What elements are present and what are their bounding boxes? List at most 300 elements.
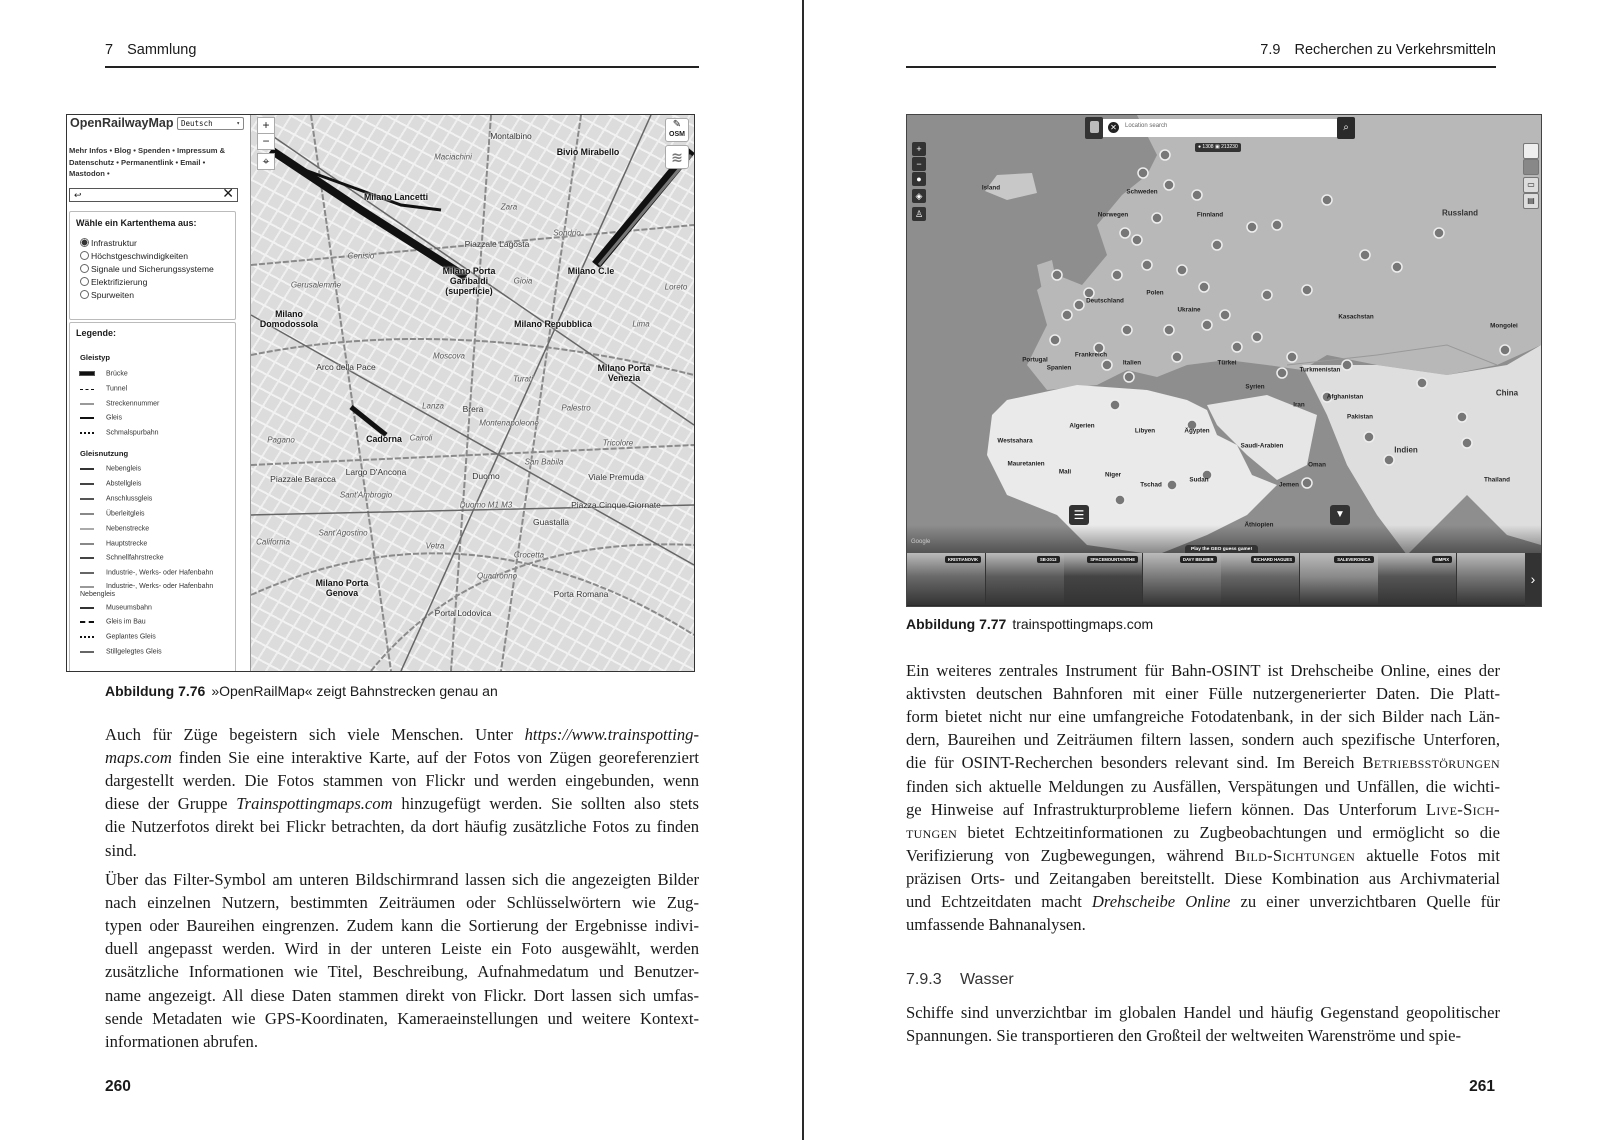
menu-icon: ☰ xyxy=(1073,508,1085,522)
user-icon: ● xyxy=(1198,144,1202,150)
country-label: Ukraine xyxy=(1177,306,1201,314)
country-label: China xyxy=(1495,388,1519,398)
trainspottingmaps-screenshot xyxy=(906,114,1542,607)
photo-cluster-marker[interactable] xyxy=(1252,332,1262,342)
metro-station-label: Zara xyxy=(500,202,518,212)
theme-heading: Wähle ein Kartenthema aus: xyxy=(76,218,197,228)
orm-search-input[interactable] xyxy=(69,185,238,202)
streetview-button[interactable] xyxy=(912,207,926,221)
legend-label: Anschlussgleis xyxy=(106,495,153,503)
theme-radio-spurweiten[interactable] xyxy=(80,290,134,300)
stats-photos: 213230 xyxy=(1221,144,1238,150)
text-segment: dargestellt werden. Die Fotos stammen von Flickr und werden eingebunden, wenn xyxy=(105,771,699,791)
legend-label: Abstellgleis xyxy=(106,480,142,488)
text-line xyxy=(105,1007,699,1030)
metro-station-label: Montenapoleone xyxy=(479,418,539,428)
metro-station-label: Vetra xyxy=(425,541,445,551)
place-label: Guastalla xyxy=(533,517,569,527)
rail-line xyxy=(251,445,694,465)
text-segment: Ein weiteres zentrales Instrument für Bahn-OSINT ist Drehscheibe Online, eines der xyxy=(906,661,1500,680)
close-icon[interactable]: ✕ xyxy=(222,185,234,201)
legend-item xyxy=(80,400,159,407)
search-value: ↩ xyxy=(74,190,82,200)
figure-caption-777 xyxy=(906,616,1153,632)
photo-cluster-marker[interactable] xyxy=(1052,270,1062,280)
photo-cluster-marker[interactable] xyxy=(1212,240,1222,250)
osm-badge: OSM xyxy=(669,131,685,138)
filter-button[interactable] xyxy=(1330,505,1350,525)
image-icon: ▭ xyxy=(1527,180,1535,189)
legend-label: Schmalspurbahn xyxy=(106,429,159,437)
text-segment-smallcaps: Live-Sich- xyxy=(1425,799,1500,819)
theme-radio-infrastruktur[interactable] xyxy=(80,238,137,248)
photo-cluster-marker[interactable] xyxy=(1192,190,1202,200)
text-line xyxy=(906,913,1500,936)
photo-cluster-marker[interactable] xyxy=(1124,372,1134,382)
metro-station-label: Maciachini xyxy=(434,152,472,162)
photographer-tag: RICHARD HAGUES xyxy=(1251,556,1295,563)
photo-cluster-marker[interactable] xyxy=(1384,455,1394,465)
section-heading-wasser xyxy=(906,971,1014,989)
legend-symbol-icon xyxy=(80,495,94,502)
photo-thumbnail[interactable] xyxy=(1221,553,1301,605)
country-label: Kasachstan xyxy=(1338,313,1374,321)
photo-cluster-marker[interactable] xyxy=(1164,325,1174,335)
text-segment: form bietet nicht nur eine umfangreiche Fotodatenbank, in der sich Bilder nach Län- xyxy=(906,707,1500,727)
photo-cluster-marker[interactable] xyxy=(1302,285,1312,295)
legend-label: Tunnel xyxy=(106,385,128,393)
photo-thumbnail[interactable] xyxy=(907,553,987,605)
photographer-tag: MMPIX xyxy=(1432,556,1452,563)
filter-icon: ▼ xyxy=(1335,509,1345,520)
metro-station-label: Turati xyxy=(513,374,533,384)
text-segment: umfassende Bahnanalysen. xyxy=(906,915,1086,935)
theme-label: Infrastruktur xyxy=(91,238,137,248)
google-logo: Google xyxy=(911,539,931,545)
country-label: Frankreich xyxy=(1074,351,1108,359)
legend-panel xyxy=(69,322,236,672)
radio-selected-icon xyxy=(80,238,89,247)
orm-sidebar xyxy=(67,115,251,671)
place-label: Brera xyxy=(462,404,484,414)
photo-thumbnail[interactable] xyxy=(1300,553,1380,605)
photo-cluster-marker[interactable] xyxy=(1272,220,1282,230)
photographer-tag: SPACEMOUNTAINTHE xyxy=(1087,556,1138,563)
theme-radio-elektrifizierung[interactable] xyxy=(80,277,147,287)
photo-cluster-marker[interactable] xyxy=(1500,345,1510,355)
text-segment: duell angepasst werden. Wird in der unteren Leiste ein Foto ausgewählt, werden xyxy=(105,939,699,959)
theme-label: Elektrifizierung xyxy=(91,277,148,287)
theme-panel xyxy=(69,211,236,320)
legend-label: Gleis im Bau xyxy=(106,618,146,626)
stats-users: 1308 xyxy=(1202,144,1214,150)
legend-symbol-icon xyxy=(80,429,94,436)
metro-station-label: Palestro xyxy=(561,403,591,413)
legend-heading: Legende: xyxy=(76,328,117,338)
photo-cluster-marker[interactable] xyxy=(1142,260,1152,270)
legend-label: Schnellfahrstrecke xyxy=(106,554,164,562)
photo-cluster-marker[interactable] xyxy=(1160,150,1170,160)
photo-cluster-marker[interactable] xyxy=(1120,228,1130,238)
legend-symbol-icon xyxy=(80,480,94,487)
country-label: Algerien xyxy=(1069,422,1095,430)
photo-cluster-marker[interactable] xyxy=(1287,352,1297,362)
photo-cluster-marker[interactable] xyxy=(1074,300,1084,310)
text-line xyxy=(906,751,1500,774)
map-type-button[interactable] xyxy=(1523,143,1539,159)
country-label: Norwegen xyxy=(1097,211,1129,219)
photo-cluster-marker[interactable] xyxy=(1132,235,1142,245)
text-segment-italic: maps.com xyxy=(105,748,172,768)
country-label: Pakistan xyxy=(1347,413,1373,421)
text-line xyxy=(906,844,1500,867)
photo-cluster-marker[interactable] xyxy=(1322,195,1332,205)
text-line xyxy=(906,821,1500,844)
osm-button[interactable] xyxy=(665,118,689,142)
pegman-icon: ♙ xyxy=(914,209,924,219)
rail-yard-lancetti xyxy=(291,165,441,210)
text-segment: Spannungen. Sie transportieren den Großteil der weltweiten Warenströme und spie- xyxy=(906,1026,1462,1046)
caption-text: »OpenRailMap« zeigt Bahnstrecken genau an xyxy=(211,683,498,699)
text-segment: finden Sie eine interaktive Karte, auf der Fotos von Zügen georeferenziert xyxy=(171,748,699,768)
search-button[interactable] xyxy=(1337,117,1355,139)
station-label: Milano Porta Venezia xyxy=(597,363,651,383)
legend-item xyxy=(80,618,146,625)
photographer-tag: SALEVERONICA xyxy=(1334,556,1373,563)
location-search-input[interactable] xyxy=(1103,119,1337,137)
clear-icon[interactable]: ✕ xyxy=(1108,122,1119,133)
language-select-value: Deutsch xyxy=(181,119,213,128)
theme-radio-hoechstgeschwindigkeiten[interactable] xyxy=(80,251,188,261)
text-segment-smallcaps: Bild-Sichtungen xyxy=(1234,845,1356,865)
text-segment: Auch für Züge begeistern sich viele Menschen. Unter xyxy=(105,725,525,744)
theme-label: Spurweiten xyxy=(91,290,134,300)
place-label: Largo D'Ancona xyxy=(345,467,407,477)
caption-label: Abbildung 7.76 xyxy=(105,683,206,699)
text-line xyxy=(105,839,699,862)
photo-cluster-marker[interactable] xyxy=(1364,432,1374,442)
station-label: Milano Domodossola xyxy=(259,309,319,329)
locate-icon: ◈ xyxy=(915,191,923,201)
openrailwaymap-screenshot xyxy=(66,114,695,672)
photo-strip[interactable] xyxy=(907,553,1541,606)
text-segment: finden sich aktuelle Meldungen zu Ausfällen, Verspätungen und Unfällen, die wichti- xyxy=(906,776,1500,796)
legend-label: Nebengleis xyxy=(106,465,142,473)
photo-cluster-marker[interactable] xyxy=(1167,480,1177,490)
country-label: Türkei xyxy=(1217,359,1237,367)
stats-badge xyxy=(1195,143,1241,152)
text-line xyxy=(105,1030,699,1053)
country-label: Tschad xyxy=(1140,481,1162,489)
metro-station-label: Tricolore xyxy=(602,438,634,448)
place-label: Viale Premuda xyxy=(588,472,644,482)
metro-station-label: California xyxy=(256,537,290,547)
radio-icon xyxy=(80,277,89,286)
text-line xyxy=(906,798,1500,821)
metro-station-label: Pagano xyxy=(267,435,295,445)
photo-cluster-marker[interactable] xyxy=(1434,228,1444,238)
photo-cluster-marker[interactable] xyxy=(1247,222,1257,232)
chapter-number: 7 xyxy=(105,42,114,58)
next-photos-button[interactable] xyxy=(1525,553,1541,606)
text-line xyxy=(906,867,1500,890)
image-button[interactable] xyxy=(1523,177,1539,193)
photo-cluster-marker[interactable] xyxy=(1112,270,1122,280)
orm-links[interactable]: Mehr Infos • Blog • Spenden • Impressum & Datenschutz • Permanentlink • Email • Mastodon • xyxy=(69,146,226,178)
photo-cluster-marker[interactable] xyxy=(1360,250,1370,260)
legend-item xyxy=(80,525,149,532)
text-segment-italic: https://www.trainspotting- xyxy=(524,725,699,744)
photo-cluster-marker[interactable] xyxy=(1084,288,1094,298)
country-label: Spanien xyxy=(1046,364,1072,372)
metro-station-label: Crocetta xyxy=(513,550,545,560)
photo-cluster-marker[interactable] xyxy=(1110,400,1120,410)
train-logo-button[interactable] xyxy=(1085,117,1103,139)
satellite-button[interactable] xyxy=(1523,159,1539,175)
text-line xyxy=(105,984,699,1007)
metro-station-label: Sondrio xyxy=(553,228,581,238)
text-line xyxy=(105,868,699,891)
locate-button[interactable] xyxy=(912,189,926,203)
country-label: Sudan xyxy=(1189,476,1209,484)
zoom-out-button[interactable]: − xyxy=(257,133,275,150)
text-segment: typen oder Baureihen eingrenzen. Zudem kann die Sortierung der Ergebnisse indivi- xyxy=(105,916,699,936)
country-label: Mali xyxy=(1058,468,1072,476)
text-line xyxy=(105,723,699,746)
station-label: Milano Porta Garibaldi (superficie) xyxy=(442,266,496,296)
chevron-right-icon: › xyxy=(1530,571,1536,587)
text-line xyxy=(105,769,699,792)
legend-item xyxy=(80,429,159,436)
legend-symbol-icon xyxy=(80,540,94,547)
text-line xyxy=(105,746,699,769)
place-label: Porta Romana xyxy=(553,589,609,599)
metro-station-label: Moscova xyxy=(432,351,466,361)
header-rule xyxy=(105,66,699,68)
radio-icon xyxy=(80,290,89,299)
country-label: Italien xyxy=(1122,359,1142,367)
legend-symbol-icon xyxy=(80,414,94,421)
metro-station-label: Lanza xyxy=(422,401,444,411)
photo-thumbnail[interactable] xyxy=(1143,553,1223,605)
legend-symbol-icon xyxy=(80,385,94,392)
country-label: Schweden xyxy=(1126,188,1158,196)
photo-thumbnail[interactable] xyxy=(1064,553,1144,605)
country-label: Afghanistan xyxy=(1326,393,1364,401)
photo-cluster-marker[interactable] xyxy=(1102,360,1112,370)
photo-cluster-marker[interactable] xyxy=(1152,213,1162,223)
country-label: Ägypten xyxy=(1184,427,1210,435)
photo-cluster-marker[interactable] xyxy=(1172,352,1182,362)
text-segment-italic: Drehscheibe Online xyxy=(1091,892,1231,911)
photo-cluster-marker[interactable] xyxy=(1177,265,1187,275)
globe-button[interactable] xyxy=(912,172,926,186)
legend-item xyxy=(80,554,164,561)
search-placeholder: Location search xyxy=(1125,123,1168,129)
crosshair-icon: ⌖ xyxy=(262,154,270,168)
text-line xyxy=(906,890,1500,913)
legend-symbol-icon xyxy=(80,554,94,561)
legend-symbol-icon xyxy=(80,370,94,377)
text-segment: Verifizierung von Zugbewegungen, während xyxy=(906,845,1235,865)
text-segment: aktivsten deutschen Bahnforen mit einer Fülle nutzergenerierter Daten. Die Platt- xyxy=(906,684,1500,704)
text-line xyxy=(105,891,699,914)
legend-label: Geplantes Gleis xyxy=(106,633,156,641)
metro-station-label: San Babila xyxy=(524,457,564,467)
legend-item xyxy=(80,370,128,377)
legend-item xyxy=(80,465,141,472)
text-line xyxy=(105,792,699,815)
legend-label: Überleitgleis xyxy=(106,510,145,518)
book-gutter xyxy=(802,0,804,1140)
page-number-left: 260 xyxy=(105,1078,131,1095)
running-header-right xyxy=(1260,42,1496,58)
theme-radio-signale[interactable] xyxy=(80,264,214,274)
orm-app-title: OpenRailwayMap xyxy=(70,116,174,130)
metro-station-label: Lima xyxy=(632,319,650,329)
country-label: Westsahara xyxy=(997,437,1033,445)
station-label: Milano Repubblica xyxy=(514,319,592,329)
photo-cluster-marker[interactable] xyxy=(1277,368,1287,378)
legend-item xyxy=(80,495,152,502)
train-icon xyxy=(1090,121,1099,133)
caption-text: trainspottingmaps.com xyxy=(1012,616,1154,632)
photo-cluster-marker[interactable] xyxy=(1138,168,1148,178)
menu-button[interactable] xyxy=(1069,505,1089,525)
globe-icon: ● xyxy=(916,174,922,184)
metro-station-label: Gioia xyxy=(513,276,533,286)
map-zoom-out-button[interactable]: − xyxy=(912,157,926,171)
text-segment: nach einzelnen Nutzern, bestimmten Zeiträumen oder Schlüsselwörtern wie Zug- xyxy=(105,893,699,913)
text-segment: und Echtzeitdaten macht xyxy=(906,892,1092,911)
legend-label: Brücke xyxy=(106,370,128,378)
photo-cluster-marker[interactable] xyxy=(1342,360,1352,370)
legend-item xyxy=(80,648,162,655)
photo-cluster-marker[interactable] xyxy=(1462,438,1472,448)
place-label: Montalbino xyxy=(490,131,532,141)
legend-label: Museumsbahn xyxy=(106,604,152,612)
text-line xyxy=(906,1001,1500,1024)
osm-icon: ✎ xyxy=(672,119,682,130)
photo-thumbnail[interactable] xyxy=(1378,553,1458,605)
theme-label: Höchstgeschwindigkeiten xyxy=(91,251,188,261)
photo-cluster-marker[interactable] xyxy=(1115,495,1125,505)
theme-label: Signale und Sicherungssysteme xyxy=(91,264,214,274)
layers-button[interactable] xyxy=(665,145,689,169)
country-label: Portugal xyxy=(1022,356,1048,364)
header-rule xyxy=(906,66,1496,68)
legend-label: Nebenstrecke xyxy=(106,525,150,533)
station-label: Milano Lancetti xyxy=(363,192,429,202)
legend-item xyxy=(80,510,145,517)
legend-symbol-icon xyxy=(80,510,94,517)
figure-caption-776 xyxy=(105,683,498,699)
legend-label: Gleis xyxy=(106,414,122,422)
legend-item xyxy=(80,569,213,576)
metro-station-label: Loreto xyxy=(664,282,688,292)
running-header-left xyxy=(105,42,196,58)
radio-icon xyxy=(80,251,89,260)
text-segment: zu einer unverzichtbaren Quelle für xyxy=(1230,892,1500,911)
legend-symbol-icon xyxy=(80,569,94,576)
country-label: Indien xyxy=(1394,445,1418,455)
photo-cluster-marker[interactable] xyxy=(1122,325,1132,335)
legend-symbol-icon xyxy=(80,648,94,655)
photo-cluster-marker[interactable] xyxy=(1220,310,1230,320)
text-segment: die Nutzerfotos direkt bei Flickr betrachten, da dort häufig zusätzliche Fotos zu finden xyxy=(105,817,699,837)
photo-thumbnail[interactable] xyxy=(986,553,1066,605)
legend-label: Industrie-, Werks- oder Hafenbahn Nebengleis xyxy=(80,583,214,598)
language-select[interactable] xyxy=(177,117,244,130)
text-segment: die für OSINT-Recherchen besonders relevant sind. Im Bereich xyxy=(906,753,1363,773)
document-icon: ▤ xyxy=(1527,196,1535,205)
place-label: Arco della Pace xyxy=(316,362,376,372)
station-label: Cadorna xyxy=(366,434,402,444)
photo-icon: ▣ xyxy=(1214,144,1220,150)
photo-cluster-marker[interactable] xyxy=(1050,335,1060,345)
zoom-in-button[interactable]: + xyxy=(257,117,275,134)
metro-station-label: Cairoli xyxy=(409,433,433,443)
country-label: Syrien xyxy=(1245,383,1265,391)
map-zoom-in-button[interactable]: + xyxy=(912,142,926,156)
country-label: Jemen xyxy=(1279,481,1299,489)
country-label: Äthiopien xyxy=(1244,521,1274,529)
page-number-right: 261 xyxy=(1469,1078,1495,1095)
photo-cluster-marker[interactable] xyxy=(1457,412,1467,422)
country-label: Mongolei xyxy=(1490,322,1518,330)
photo-cluster-marker[interactable] xyxy=(1262,290,1272,300)
photo-cluster-marker[interactable] xyxy=(1062,310,1072,320)
orm-map-canvas[interactable] xyxy=(251,115,694,671)
legend-item xyxy=(80,604,152,611)
photo-cluster-marker[interactable] xyxy=(1202,320,1212,330)
photo-cluster-marker[interactable] xyxy=(1164,180,1174,190)
text-segment: Schiffe sind unverzichtbar im globalen Handel und häufig Gegenstand geopolitischer xyxy=(906,1003,1500,1022)
document-button[interactable] xyxy=(1523,193,1539,209)
country-label: Niger xyxy=(1104,471,1122,479)
legend-symbol-icon xyxy=(80,604,94,611)
photo-cluster-marker[interactable] xyxy=(1199,282,1209,292)
photo-cluster-marker[interactable] xyxy=(1232,342,1242,352)
metro-station-label: Cenisio xyxy=(347,251,375,261)
legend-symbol-icon xyxy=(80,618,94,625)
play-geo-guess-button[interactable]: Play the GEO guess game! xyxy=(1185,545,1258,554)
text-segment: aktuelle Fotos mit xyxy=(1355,845,1500,865)
legend-item xyxy=(80,480,141,487)
photo-cluster-marker[interactable] xyxy=(1302,478,1312,488)
metro-station-label: Quadronno xyxy=(476,571,518,581)
text-segment: diese der Gruppe xyxy=(105,794,237,814)
text-segment: dern, Baureihen und Zeiträumen filtern lassen, sondern auch spezifische Unterforen, xyxy=(906,730,1500,750)
legend-item xyxy=(80,540,147,547)
photo-cluster-marker[interactable] xyxy=(1392,262,1402,272)
text-segment: informationen abrufen. xyxy=(105,1031,258,1051)
legend-label: Streckennummer xyxy=(106,400,160,408)
station-label: Milano Porta Genova xyxy=(315,578,369,598)
legend-symbol-icon xyxy=(80,465,94,472)
photo-cluster-marker[interactable] xyxy=(1417,378,1427,388)
locate-button[interactable] xyxy=(257,153,275,170)
text-line xyxy=(105,914,699,937)
country-label: Turkmenistan xyxy=(1299,366,1341,374)
layers-icon: ≋ xyxy=(671,149,683,165)
section-number: 7.9 xyxy=(1260,42,1281,58)
legend-symbol-icon xyxy=(80,633,94,640)
place-label: Piazza Cinque Giornate xyxy=(571,500,661,510)
rail-yard-cadorna xyxy=(351,407,386,435)
country-label: Libyen xyxy=(1134,427,1156,435)
legend-item xyxy=(80,414,122,421)
